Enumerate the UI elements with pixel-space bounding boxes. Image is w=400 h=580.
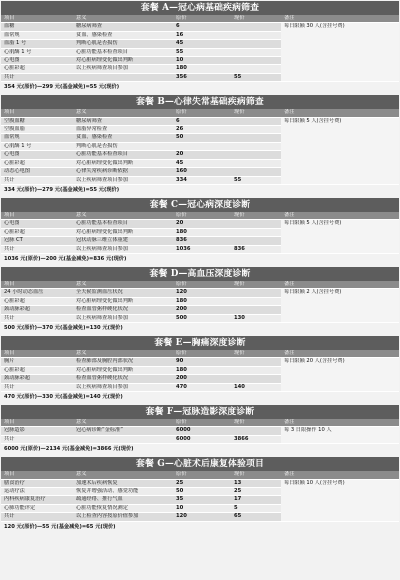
item-meaning-cell: 以上检查内容按原价值参加 [73, 513, 173, 521]
current-price-cell [231, 40, 281, 48]
column-header: 项目 [1, 15, 73, 23]
item-meaning-cell: 对心脏病理变化做出判断 [73, 57, 173, 65]
original-price-cell: 180 [173, 65, 231, 73]
item-meaning-cell: 判断心肌是否损伤 [73, 142, 173, 150]
current-price-cell [231, 306, 281, 314]
current-price-cell: 25 [231, 488, 281, 496]
column-header: 项目 [1, 419, 73, 427]
original-price-cell: 180 [173, 297, 231, 305]
original-price-cell: 25 [173, 479, 231, 487]
package-title: 套餐 F—冠脉造影深度诊断 [1, 405, 399, 419]
note-cell: 每日限额 10 人(含挂号费) [281, 479, 399, 521]
current-price-cell: 5 [231, 504, 281, 512]
note-cell: 每日限额 30 人(含挂号费) [281, 23, 399, 82]
note-cell: 每日限额 5 人(含挂号费) [281, 117, 399, 184]
current-price-cell [231, 134, 281, 142]
item-name-cell: 心电图 [1, 220, 73, 228]
original-price-cell: 50 [173, 134, 231, 142]
current-price-cell [231, 117, 281, 125]
current-price-cell [231, 220, 281, 228]
item-name-cell: 血常规 [1, 134, 73, 142]
table-row [1, 358, 399, 366]
item-meaning-cell: 对心脏病理变化做出判断 [73, 228, 173, 236]
package-section [1, 95, 399, 198]
column-header: 现价 [231, 109, 281, 117]
item-meaning-cell: 以上疾病筛查项目参加 [73, 245, 173, 253]
item-meaning-cell: 全天候监测血压状况 [73, 289, 173, 297]
original-price-cell: 180 [173, 366, 231, 374]
table-header-row [1, 471, 399, 479]
column-header: 备注 [281, 350, 399, 358]
package-price-summary: 334 元(原价)—279 元(基金减免)=55 元(现价) [1, 185, 399, 196]
column-header: 意义 [73, 471, 173, 479]
item-name-cell: 共计 [1, 245, 73, 253]
column-header: 现价 [231, 212, 281, 220]
item-name-cell: 共计 [1, 176, 73, 184]
current-price-cell [231, 237, 281, 245]
item-meaning-cell: 对心脏病理变化做出判断 [73, 159, 173, 167]
item-meaning-cell: 心脏功能基本检查项目 [73, 48, 173, 56]
item-name-cell: 内科疾病康复治疗 [1, 496, 73, 504]
original-price-cell: 334 [173, 176, 231, 184]
note-cell: 每日限额 5 人(含挂号费) [281, 220, 399, 254]
package-title: 套餐 E—胸痛深度诊断 [1, 336, 399, 350]
item-meaning-cell: 冠心病诊断“金标准” [73, 427, 173, 435]
package-section [1, 1, 399, 95]
column-header: 原价 [173, 109, 231, 117]
original-price-cell: 200 [173, 375, 231, 383]
item-name-cell: 心脏彩超 [1, 366, 73, 374]
column-header: 现价 [231, 281, 281, 289]
package-price-summary: 500 元(原价)—370 元(基金减免)=130 元(现价) [1, 323, 399, 334]
column-header: 原价 [173, 212, 231, 220]
item-name-cell: 心脏彩超 [1, 297, 73, 305]
current-price-cell: 3866 [231, 435, 281, 443]
table-header-row [1, 419, 399, 427]
note-cell: 每日限额 20 人(含挂号费) [281, 358, 399, 392]
column-header: 现价 [231, 471, 281, 479]
item-meaning-cell: 贫血、感染检查 [73, 134, 173, 142]
package-title: 套餐 D—高血压深度诊断 [1, 267, 399, 281]
original-price-cell: 35 [173, 496, 231, 504]
item-name-cell: 心脏彩超 [1, 228, 73, 236]
item-meaning-cell: 冠状动脉三维立体重建 [73, 237, 173, 245]
column-header: 备注 [281, 471, 399, 479]
item-name-cell: 颈动脉彩超 [1, 306, 73, 314]
original-price-cell: 1036 [173, 245, 231, 253]
original-price-cell: 200 [173, 306, 231, 314]
item-name-cell: 冠脉 CT [1, 237, 73, 245]
original-price-cell: 10 [173, 57, 231, 65]
item-meaning-cell: 加速术后疾病恢复 [73, 479, 173, 487]
column-header: 备注 [281, 15, 399, 23]
package-table [1, 350, 399, 392]
package-section [1, 198, 399, 267]
column-header: 项目 [1, 471, 73, 479]
package-table [1, 109, 399, 185]
current-price-cell [231, 126, 281, 134]
current-price-cell: 17 [231, 496, 281, 504]
note-cell: 每 3 日限操作 10 人 [281, 427, 399, 444]
column-header: 原价 [173, 419, 231, 427]
item-name-cell: 空腹血脂 [1, 126, 73, 134]
item-name-cell: 心肺功能评定 [1, 504, 73, 512]
current-price-cell [231, 65, 281, 73]
current-price-cell: 140 [231, 383, 281, 391]
package-table [1, 419, 399, 444]
original-price-cell: 6 [173, 23, 231, 31]
original-price-cell: 10 [173, 504, 231, 512]
item-meaning-cell [73, 435, 173, 443]
original-price-cell: 6000 [173, 427, 231, 435]
item-name-cell: 心肌酶 1 号 [1, 142, 73, 150]
item-meaning-cell: 心律失常疾病诊断依据 [73, 168, 173, 176]
item-name-cell: 共计 [1, 435, 73, 443]
column-header: 现价 [231, 419, 281, 427]
column-header: 项目 [1, 212, 73, 220]
item-meaning-cell: 贫血、感染检查 [73, 31, 173, 39]
column-header: 备注 [281, 419, 399, 427]
item-meaning-cell [73, 73, 173, 81]
current-price-cell [231, 23, 281, 31]
table-row [1, 220, 399, 228]
current-price-cell [231, 228, 281, 236]
note-cell: 每日限额 2 人(含挂号费) [281, 289, 399, 323]
item-name-cell: 心电图 [1, 57, 73, 65]
current-price-cell: 130 [231, 314, 281, 322]
current-price-cell [231, 366, 281, 374]
item-name-cell: 共计 [1, 314, 73, 322]
original-price-cell: 90 [173, 358, 231, 366]
original-price-cell: 45 [173, 40, 231, 48]
original-price-cell: 120 [173, 289, 231, 297]
original-price-cell: 120 [173, 513, 231, 521]
item-meaning-cell: 以上疾病筛查项目参加 [73, 314, 173, 322]
column-header: 意义 [73, 212, 173, 220]
column-header: 意义 [73, 281, 173, 289]
current-price-cell [231, 151, 281, 159]
column-header: 原价 [173, 350, 231, 358]
column-header: 意义 [73, 109, 173, 117]
item-meaning-cell: 糖尿病筛查 [73, 23, 173, 31]
item-meaning-cell: 疏通经络、推行气血 [73, 496, 173, 504]
package-section [1, 336, 399, 405]
column-header: 项目 [1, 350, 73, 358]
table-header-row [1, 109, 399, 117]
original-price-cell: 20 [173, 151, 231, 159]
item-name-cell: 心脏彩超 [1, 65, 73, 73]
package-price-summary: 6000 元(原价)—2134 元(基金减免)=3866 元(现价) [1, 444, 399, 455]
column-header: 备注 [281, 281, 399, 289]
package-price-summary: 120 元(原价)—55 元(基金减免)=65 元(现价) [1, 522, 399, 533]
original-price-cell: 6000 [173, 435, 231, 443]
original-price-cell: 45 [173, 159, 231, 167]
current-price-cell [231, 297, 281, 305]
package-price-summary: 354 元(原价)—299 元(基金减免)=55 元(现价) [1, 82, 399, 93]
item-meaning-cell: 判断心肌是否损伤 [73, 40, 173, 48]
item-name-cell: 共计 [1, 383, 73, 391]
column-header: 现价 [231, 15, 281, 23]
table-row [1, 427, 399, 435]
original-price-cell: 180 [173, 228, 231, 236]
original-price-cell: 26 [173, 126, 231, 134]
current-price-cell [231, 375, 281, 383]
package-title: 套餐 C—冠心病深度诊断 [1, 198, 399, 212]
item-meaning-cell: 以上疾病筛查项目参加 [73, 176, 173, 184]
item-meaning-cell: 检查肺部及胸腔内部状况 [73, 358, 173, 366]
column-header: 意义 [73, 15, 173, 23]
current-price-cell [231, 168, 281, 176]
package-table [1, 281, 399, 323]
table-header-row [1, 212, 399, 220]
original-price-cell: 500 [173, 314, 231, 322]
current-price-cell: 13 [231, 479, 281, 487]
original-price-cell: 836 [173, 237, 231, 245]
item-name-cell: 心脏彩超 [1, 159, 73, 167]
table-row [1, 23, 399, 31]
current-price-cell [231, 31, 281, 39]
item-meaning-cell: 糖尿病筛查 [73, 117, 173, 125]
current-price-cell [231, 48, 281, 56]
current-price-cell [231, 289, 281, 297]
item-name-cell: 24 小时动态血压 [1, 289, 73, 297]
package-price-summary: 1036 元(原价)—200 元(基金减免)=836 元(现价) [1, 254, 399, 265]
column-header: 备注 [281, 212, 399, 220]
package-table [1, 471, 399, 521]
table-row [1, 289, 399, 297]
column-header: 备注 [281, 109, 399, 117]
original-price-cell: 356 [173, 73, 231, 81]
item-meaning-cell: 恢复并增强活动、感觉功能 [73, 488, 173, 496]
item-name-cell: 胸片 [1, 358, 73, 366]
item-meaning-cell: 心脏功能基本检查项目 [73, 220, 173, 228]
item-name-cell: 动态心电图 [1, 168, 73, 176]
item-meaning-cell: 检查血管粥样硬化状况 [73, 306, 173, 314]
original-price-cell: 55 [173, 48, 231, 56]
item-name-cell: 共计 [1, 513, 73, 521]
item-name-cell: 冠脉造影 [1, 427, 73, 435]
item-meaning-cell: 以上疾病筛查项目参加 [73, 383, 173, 391]
original-price-cell: 20 [173, 220, 231, 228]
package-price-summary: 470 元(原价)—330 元(基金减免)=140 元(现价) [1, 392, 399, 403]
current-price-cell [231, 427, 281, 435]
current-price-cell [231, 142, 281, 150]
item-name-cell: 血脂 1 号 [1, 40, 73, 48]
item-name-cell: 心肌酶 1 号 [1, 48, 73, 56]
package-section [1, 267, 399, 336]
current-price-cell [231, 57, 281, 65]
original-price-cell [173, 142, 231, 150]
package-title: 套餐 A—冠心病基础疾病筛查 [1, 1, 399, 15]
current-price-cell: 55 [231, 73, 281, 81]
item-meaning-cell: 对心脏病理变化做出判断 [73, 297, 173, 305]
current-price-cell: 65 [231, 513, 281, 521]
column-header: 项目 [1, 109, 73, 117]
column-header: 原价 [173, 471, 231, 479]
item-name-cell: 空腹血糖 [1, 117, 73, 125]
column-header: 现价 [231, 350, 281, 358]
table-header-row [1, 15, 399, 23]
package-title: 套餐 G—心脏术后康复体验项目 [1, 457, 399, 471]
column-header: 原价 [173, 15, 231, 23]
package-section [1, 457, 399, 532]
item-name-cell: 心电图 [1, 151, 73, 159]
item-meaning-cell: 对心脏病理变化做出判断 [73, 366, 173, 374]
package-table [1, 15, 399, 82]
original-price-cell: 50 [173, 488, 231, 496]
table-header-row [1, 350, 399, 358]
item-name-cell: 共计 [1, 73, 73, 81]
column-header: 意义 [73, 350, 173, 358]
original-price-cell: 16 [173, 31, 231, 39]
item-name-cell: 血糖 [1, 23, 73, 31]
column-header: 意义 [73, 419, 173, 427]
current-price-cell: 836 [231, 245, 281, 253]
item-meaning-cell: 检查血管粥样硬化状况 [73, 375, 173, 383]
original-price-cell: 160 [173, 168, 231, 176]
current-price-cell [231, 358, 281, 366]
table-header-row [1, 281, 399, 289]
table-row [1, 479, 399, 487]
item-name-cell: 运动疗法 [1, 488, 73, 496]
item-name-cell: 颈动脉彩超 [1, 375, 73, 383]
item-name-cell: 血常规 [1, 31, 73, 39]
item-name-cell: 膳食治疗 [1, 479, 73, 487]
item-meaning-cell: 以上疾病筛查项目参加 [73, 65, 173, 73]
current-price-cell: 55 [231, 176, 281, 184]
item-meaning-cell: 血脂异常检查 [73, 126, 173, 134]
item-meaning-cell: 心脏功能恢复情况测定 [73, 504, 173, 512]
column-header: 项目 [1, 281, 73, 289]
item-meaning-cell: 心脏功能基本检查项目 [73, 151, 173, 159]
column-header: 原价 [173, 281, 231, 289]
package-title: 套餐 B—心律失常基础疾病筛查 [1, 95, 399, 109]
original-price-cell: 6 [173, 117, 231, 125]
package-section [1, 405, 399, 457]
table-row [1, 117, 399, 125]
package-table [1, 212, 399, 254]
original-price-cell: 470 [173, 383, 231, 391]
current-price-cell [231, 159, 281, 167]
